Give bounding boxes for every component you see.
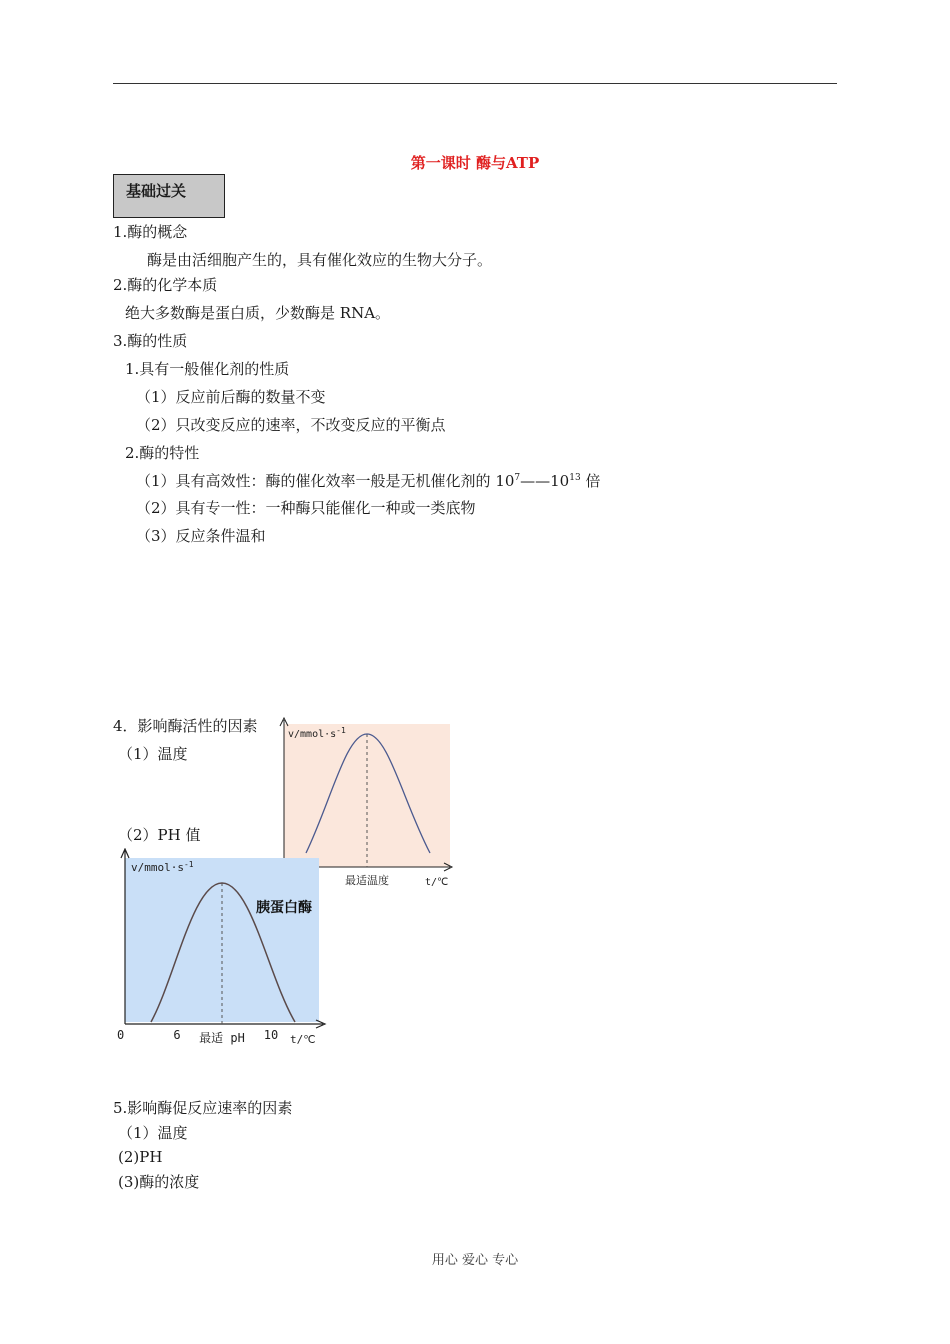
ph-chart-tick-optimum: 最适 pH (199, 1031, 245, 1045)
s3-item1-mid: ——10 (520, 472, 570, 490)
s3-sub2: 2.酶的特性 (125, 444, 200, 462)
s5-heading: 5.影响酶促反应速率的因素 (113, 1099, 293, 1117)
ph-chart-annotation: 胰蛋白酶 (256, 900, 312, 916)
header-rule (113, 83, 837, 84)
s3-item3: （3）反应条件温和 (136, 527, 266, 545)
s2-text: 绝大多数酶是蛋白质，少数酶是 RNA。 (125, 304, 391, 322)
s2-heading: 2.酶的化学本质 (113, 276, 218, 294)
s5-item3: (3)酶的浓度 (118, 1173, 200, 1191)
page-footer: 用心 爱心 专心 (431, 1253, 519, 1268)
ph-chart-tick-10: 10 (263, 1028, 279, 1042)
s5-item2: (2)PH (118, 1148, 163, 1166)
s4-item1: （1）温度 (118, 745, 188, 763)
s4-item2: （2）PH 值 (118, 826, 201, 844)
temperature-chart-xunit: t/℃ (425, 877, 449, 888)
ph-chart-origin: 0 (117, 1028, 125, 1042)
s4-heading: 4．影响酶活性的因素 (113, 717, 258, 735)
s5-item1: （1）温度 (118, 1124, 188, 1142)
ph-chart-xunit: t/℃ (290, 1033, 316, 1046)
s3-item2: （2）具有专一性：一种酶只能催化一种或一类底物 (136, 499, 476, 517)
s3-item1-sup2: 13 (569, 473, 581, 483)
temperature-chart-xtick: 最适温度 (345, 874, 389, 887)
temperature-chart-ylabel: $v/mmol\cdot s^{-1}$ (288, 726, 346, 740)
section-box-label: 基础过关 (113, 174, 225, 218)
ph-chart-tick-6: 6 (173, 1028, 181, 1042)
s3-heading: 3.酶的性质 (113, 332, 188, 350)
lesson-title: 第一课时 酶与ATP (410, 154, 540, 172)
s3-item1 (136, 471, 600, 491)
ph-chart-ylabel: $v/mmol\cdot s^{-1}$ (131, 860, 194, 874)
s3-item1-post: 倍 (580, 472, 601, 490)
s3-item1-sup1: 7 (514, 473, 521, 483)
s3-sub1-item2: （2）只改变反应的速率，不改变反应的平衡点 (136, 416, 446, 434)
s1-text: 酶是由活细胞产生的，具有催化效应的生物大分子。 (147, 251, 493, 269)
s3-item1-pre: （1）具有高效性：酶的催化效率一般是无机催化剂的 10 (136, 472, 515, 490)
s1-heading: 1.酶的概念 (113, 223, 188, 241)
s3-sub1: 1.具有一般催化剂的性质 (125, 360, 290, 378)
ph-chart (113, 848, 331, 1050)
s3-sub1-item1: （1）反应前后酶的数量不变 (136, 388, 326, 406)
